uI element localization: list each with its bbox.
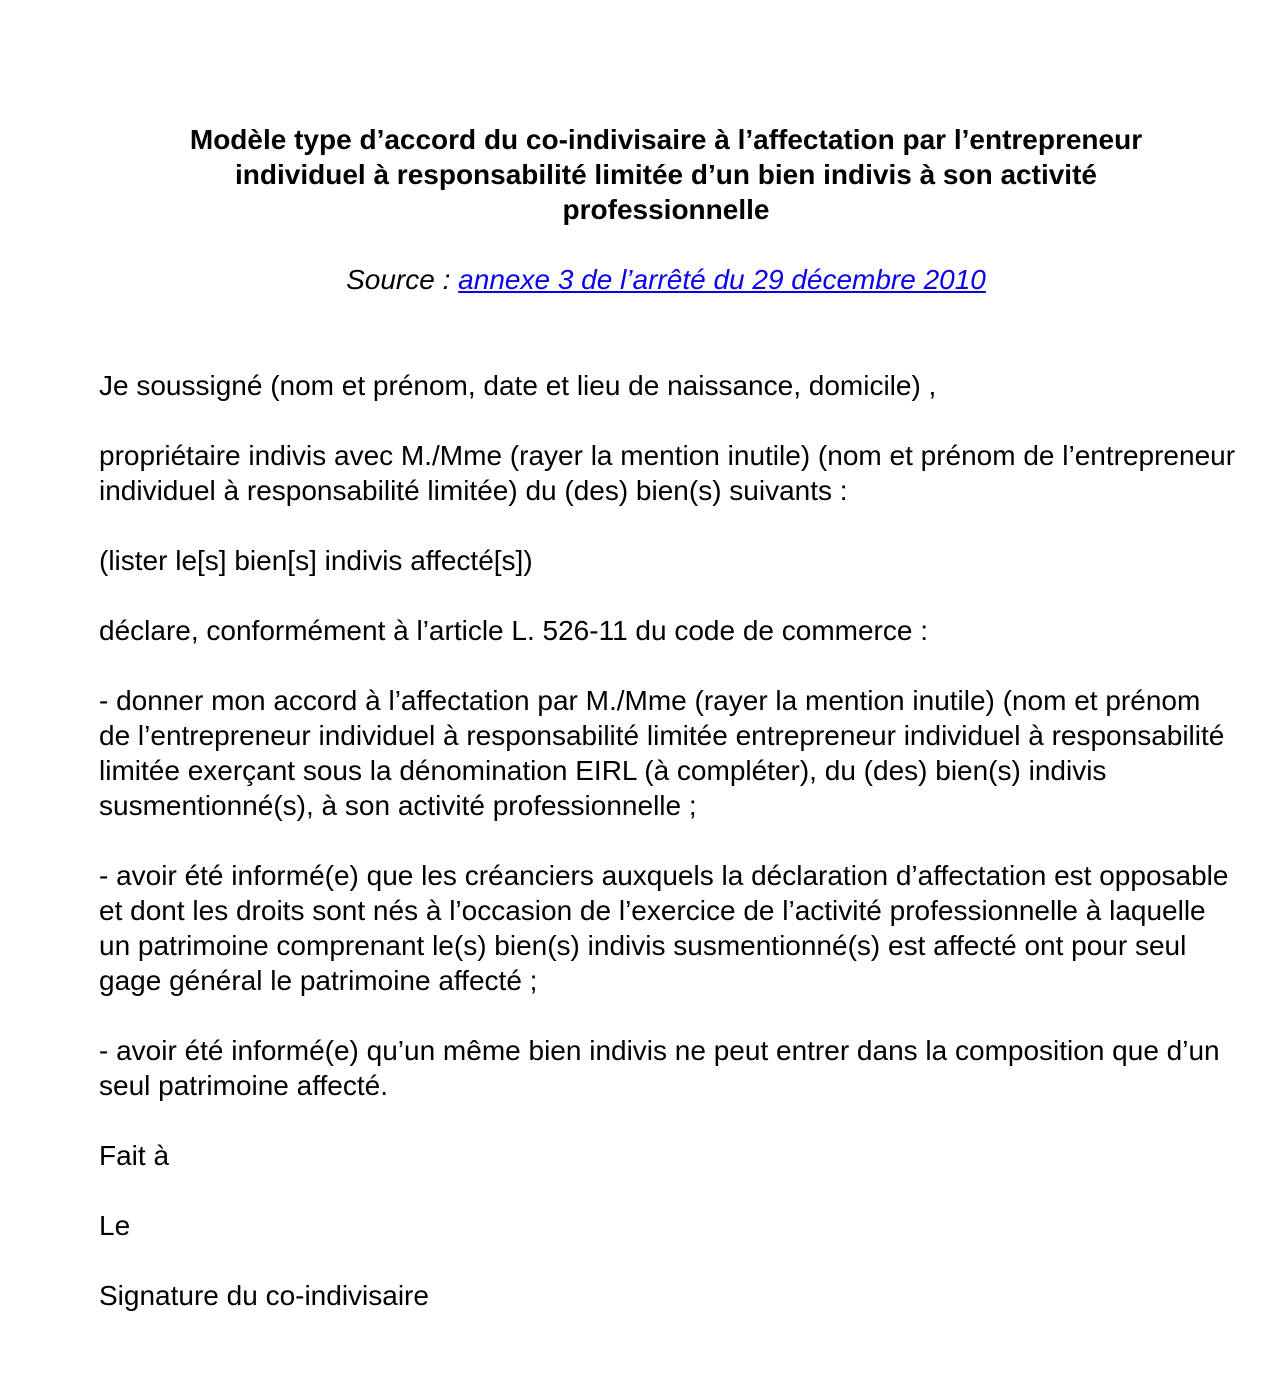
paragraph-creditors-info: - avoir été informé(e) que les créanciers auxquels la déclaration d’affectation est opposable et dont les droits sont nés à l’occasion de l’exercice de l’activité professionnelle à laquelle un patrimoine comprenant le(s) bien(s) indivis susmentionné(s) est affecté ont pour seul gage général le patrimoine affecté ;	[99, 860, 1229, 996]
signature-line: Signature du co-indivisaire	[99, 1280, 429, 1311]
source-label: Source :	[346, 264, 459, 295]
paragraph-agreement: - donner mon accord à l’affectation par M./Mme (rayer la mention inutile) (nom et prénom de l’entrepreneur individuel à responsabilité limitée entrepreneur individuel à responsabilité limitée exerçant sous la dénomination EIRL (à compléter), du (des) bien(s) indivis susmentionné(s), à son activité professionnelle ;	[99, 685, 1225, 821]
paragraph-owner: propriétaire indivis avec M./Mme (rayer la mention inutile) (nom et prénom de l’entrepreneur individuel à responsabilité limitée) du (des) bien(s) suivants :	[99, 440, 1236, 506]
paragraph-goods-list: (lister le[s] bien[s] indivis affecté[s])	[99, 545, 533, 576]
paragraph-undersigned: Je soussigné (nom et prénom, date et lieu de naissance, domicile) ,	[99, 370, 937, 401]
paragraph-single-patrimony: - avoir été informé(e) qu’un même bien indivis ne peut entrer dans la composition que d’un seul patrimoine affecté.	[99, 1035, 1220, 1101]
source-link[interactable]: annexe 3 de l’arrêté du 29 décembre 2010	[458, 264, 986, 295]
source-line	[150, 262, 1182, 297]
paragraph-declaration: déclare, conformément à l’article L. 526-11 du code de commerce :	[99, 615, 929, 646]
document-title: Modèle type d’accord du co-indivisaire à l’affectation par l’entrepreneur individuel à responsabilité limitée d’un bien indivis à son activité professionnelle	[189, 124, 1143, 225]
document-body	[99, 368, 1239, 1348]
date-line: Le	[99, 1210, 131, 1241]
place-line: Fait à	[99, 1140, 170, 1171]
